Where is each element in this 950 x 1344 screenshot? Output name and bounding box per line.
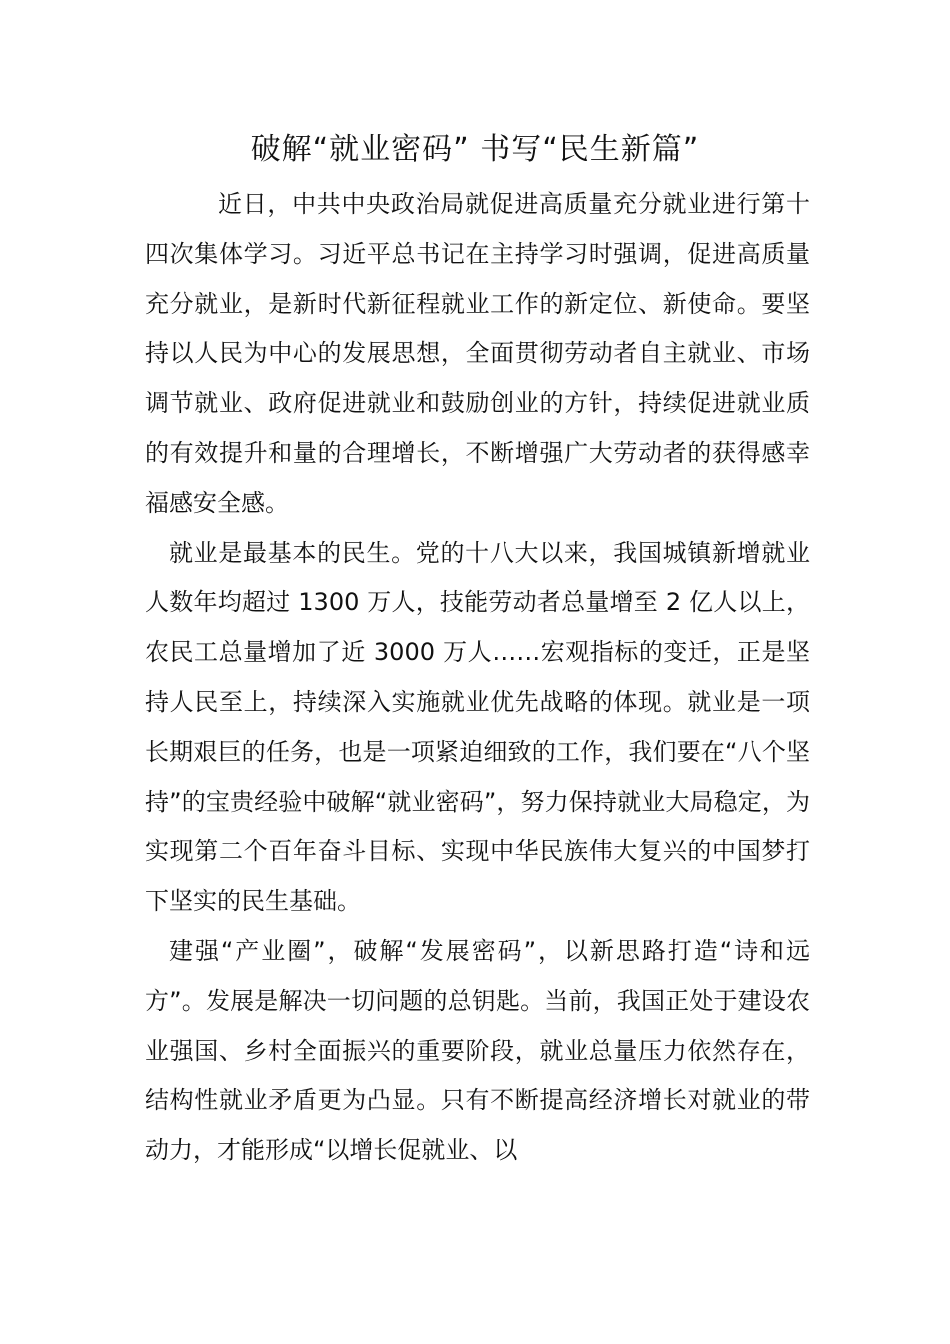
paragraph-1: 近日，中共中央政治局就促进高质量充分就业进行第十四次集体学习。习近平总书记在主持学习时强调，促进高质量充分就业，是新时代新征程就业工作的新定位、新使命。要坚持以人民为中心的发展思想，全面贯彻劳动者自主就业、市场调节就业、政府促进就业和鼓励创业的方针，持续促进就业质的有效提升和量的合理增长，不断增强广大劳动者的获得感幸福感安全感。 [145,190,810,517]
page-title: 破解“就业密码” 书写“民生新篇” [250,132,700,167]
paragraph-2: 就业是最基本的民生。党的十八大以来，我国城镇新增就业人数年均超过 1300 万人，技能劳动者总量增至 2 亿人以上，农民工总量增加了近 3000 万人……宏观指标的变迁，正是坚持人民至上，持续深入实施就业优先战略的体现。就业是一项长期艰巨的任务，也是一项紧迫细致的工作，我们要在“八个坚持”的宝贵经验中破解“就业密码”，努力保持就业大局稳定，为实现第二个百年奋斗目标、实现中华民族伟大复兴的中国梦打下坚实的民生基础。 [145,538,810,916]
document-body [145,180,810,1176]
paragraph-3: 建强“产业圈”，破解“发展密码”，以新思路打造“诗和远方”。发展是解决一切问题的总钥匙。当前，我国正处于建设农业强国、乡村全面振兴的重要阶段，就业总量压力依然存在，结构性就业矛盾更为凸显。只有不断提高经济增长对就业的带动力，才能形成“以增长促就业、以 [145,936,810,1165]
